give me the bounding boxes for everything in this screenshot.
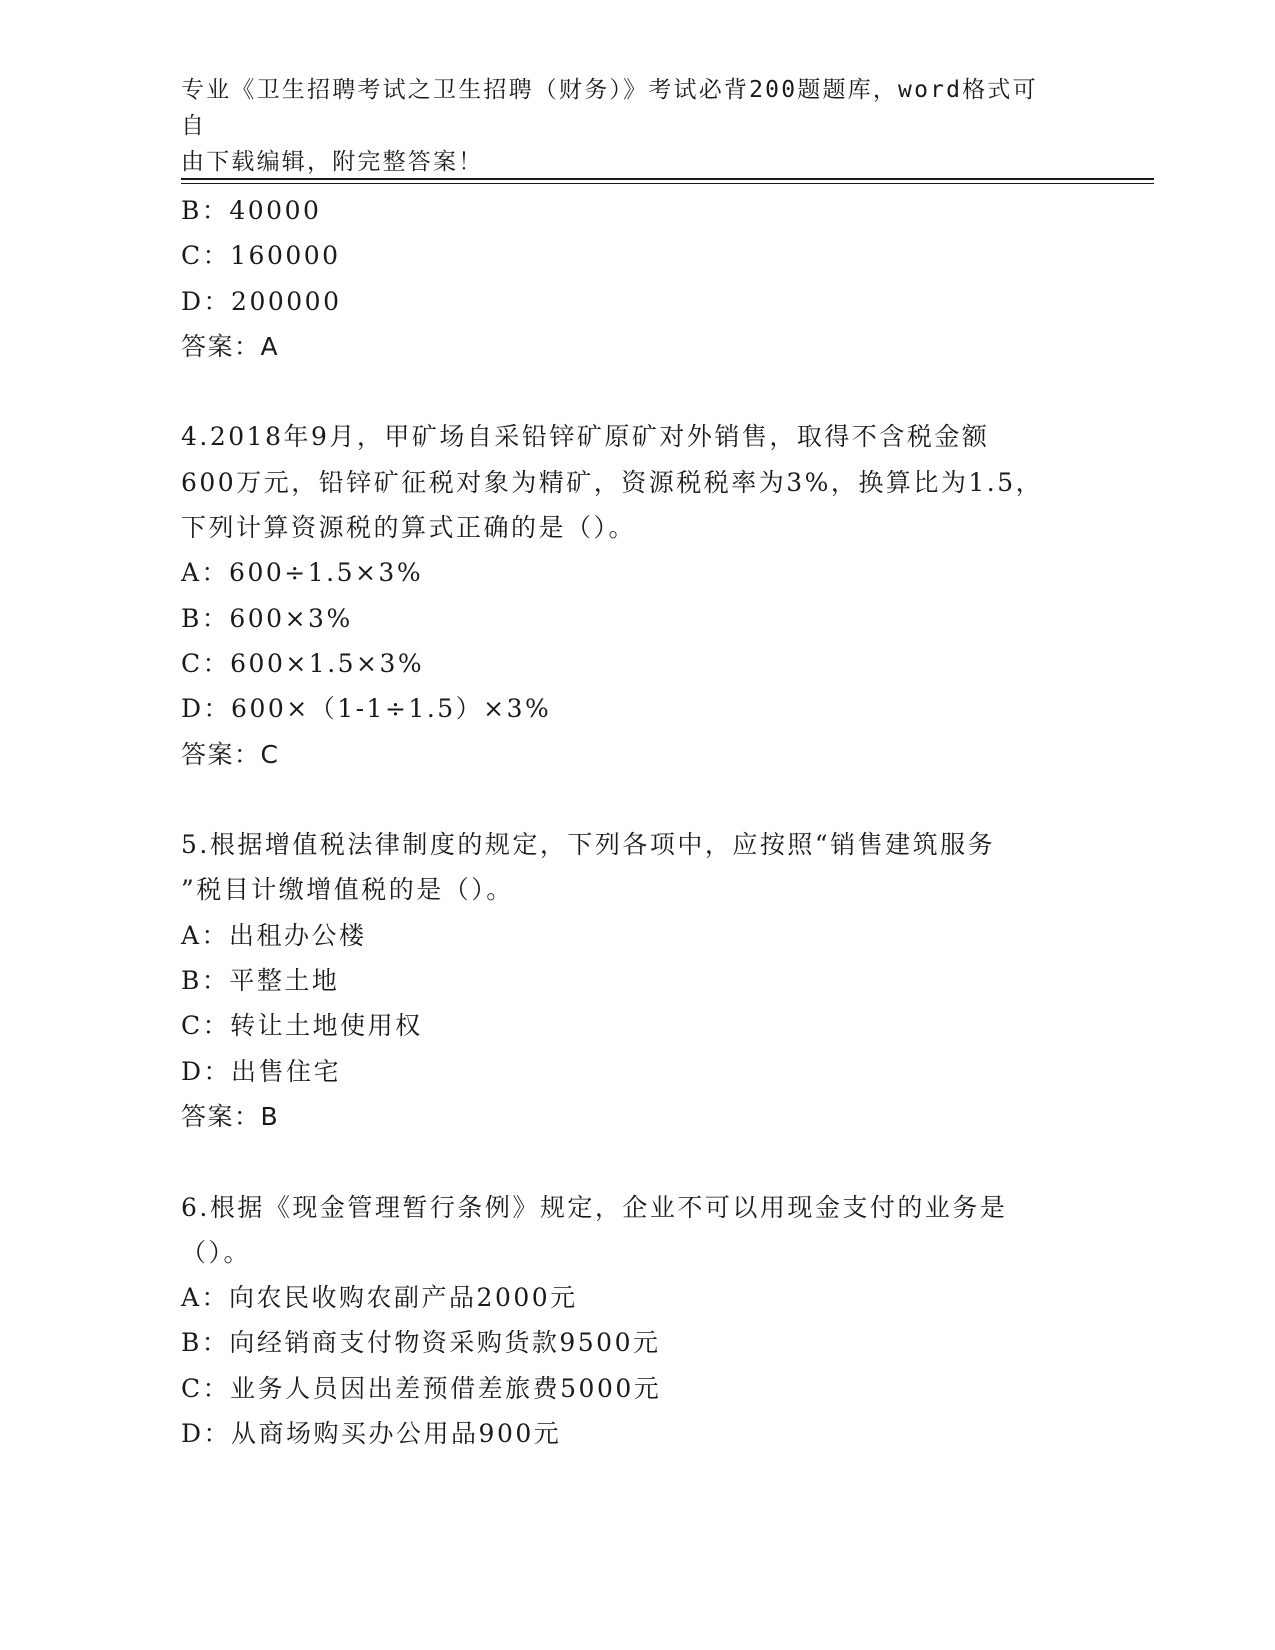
q6-stem-line-2: （）。 — [181, 1237, 252, 1267]
q5-stem-line-2: ”税目计缴增值税的是（）。 — [181, 875, 514, 905]
spacer — [181, 369, 1081, 414]
q4-option-b: B：600×3% — [181, 603, 353, 633]
q5-option-d: D：出售住宅 — [181, 1056, 342, 1086]
header-rule-thick — [181, 178, 1154, 180]
q4-stem-line-2: 600万元，铅锌矿征税对象为精矿，资源税税率为3%，换算比为1.5， — [181, 467, 1044, 497]
q6-option-c: C：业务人员因出差预借差旅费5000元 — [181, 1373, 662, 1403]
q5-option-b: B：平整土地 — [181, 966, 340, 996]
header-line-2: 由下载编辑，附完整答案！ — [181, 149, 484, 175]
q5-option-a: A：出租办公楼 — [181, 920, 367, 950]
q3-option-d: D：200000 — [181, 286, 342, 316]
question-content — [181, 188, 1081, 1456]
q3-answer: 答案：A — [181, 331, 280, 361]
q4-answer: 答案：C — [181, 739, 280, 769]
q6-option-b: B：向经销商支付物资采购货款9500元 — [181, 1328, 661, 1358]
q4-stem-line-1: 4.2018年9月，甲矿场自采铅锌矿原矿对外销售，取得不含税金额 — [181, 422, 990, 452]
header-line-1: 专业《卫生招聘考试之卫生招聘（财务）》考试必背200题题库，word格式可自 — [181, 77, 1038, 139]
spacer — [181, 1139, 1081, 1184]
spacer — [181, 777, 1081, 822]
q3-option-c: C：160000 — [181, 241, 341, 271]
q3-option-b: B：40000 — [181, 196, 322, 225]
q6-option-d: D：从商场购买办公用品900元 — [181, 1419, 562, 1449]
q4-stem-line-3: 下列计算资源税的算式正确的是（）。 — [181, 513, 637, 543]
q5-answer: 答案：B — [181, 1101, 280, 1131]
q6-option-a: A：向农民收购农副产品2000元 — [181, 1283, 578, 1313]
q4-option-d: D：600×（1-1÷1.5）×3% — [181, 694, 552, 724]
q5-option-c: C：转让土地使用权 — [181, 1011, 423, 1041]
question-3-tail — [181, 188, 1081, 369]
q4-option-c: C：600×1.5×3% — [181, 648, 425, 678]
question-4 — [181, 414, 1081, 776]
question-5 — [181, 822, 1081, 1139]
q4-option-a: A：600÷1.5×3% — [181, 558, 424, 588]
q5-stem-line-1: 5.根据增值税法律制度的规定，下列各项中，应按照“销售建筑服务 — [181, 830, 996, 860]
header-rule-thin — [181, 183, 1154, 184]
q6-stem-line-1: 6.根据《现金管理暂行条例》规定，企业不可以用现金支付的业务是 — [181, 1192, 1008, 1222]
question-6 — [181, 1185, 1081, 1457]
document-header — [181, 72, 1061, 180]
